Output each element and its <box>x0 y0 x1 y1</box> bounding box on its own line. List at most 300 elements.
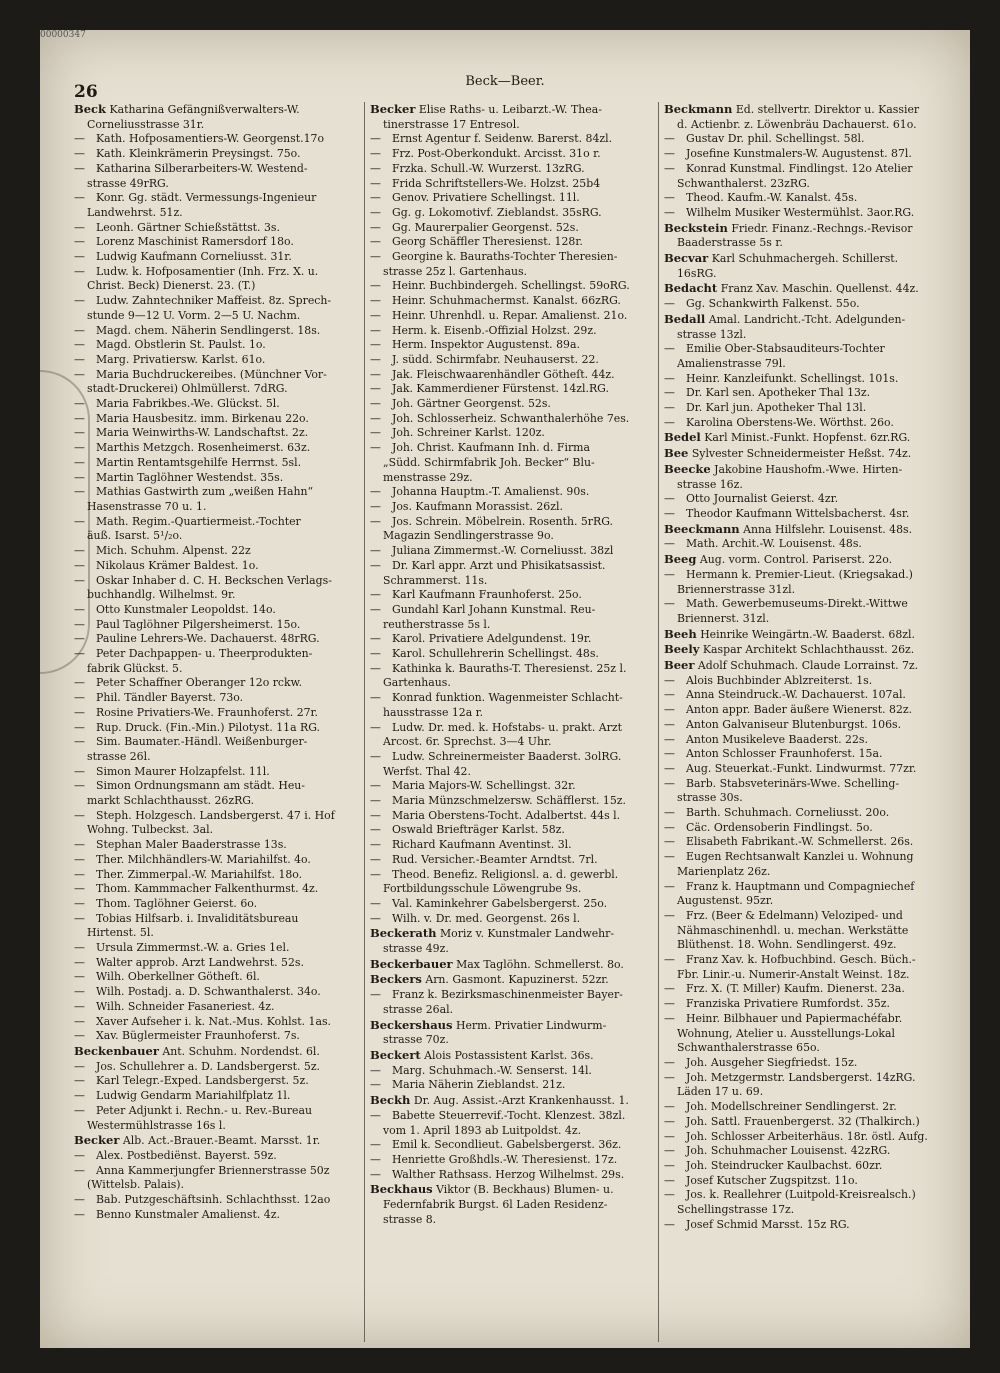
directory-entry <box>370 1018 647 1034</box>
entry-surname: Beckert <box>370 1048 421 1062</box>
ditto-dash: — <box>74 764 85 778</box>
entry-text: Elise Raths- u. Leibarzt.-W. Thea- <box>418 103 602 116</box>
directory-entry <box>664 568 949 583</box>
entry-text: Marthis Metzgch. Rosenheimerst. 63z. <box>96 441 311 455</box>
directory-entry <box>664 968 949 983</box>
ditto-dash: — <box>664 191 675 205</box>
directory-entry <box>74 118 356 133</box>
entry-text: Emil k. Secondlieut. Gabelsbergerst. 36z. <box>392 1138 622 1152</box>
entry-text: Gg. Maurerpalier Georgenst. 52s. <box>392 220 579 234</box>
ditto-dash: — <box>370 279 381 293</box>
directory-entry <box>370 206 647 221</box>
directory-entry <box>74 838 356 853</box>
entry-continuation: Gartenhaus. <box>383 676 451 690</box>
ditto-dash: — <box>370 338 381 352</box>
ditto-dash: — <box>664 1158 675 1172</box>
entry-text: Dr. Karl appr. Arzt und Phisikatsassist. <box>392 558 606 572</box>
ditto-dash: — <box>74 970 85 984</box>
ditto-dash: — <box>664 371 675 385</box>
directory-entry <box>370 500 647 515</box>
entry-text: Anna Steindruck.-W. Dachauerst. 107al. <box>686 688 906 702</box>
entry-continuation: Hirtenst. 5l. <box>87 926 154 940</box>
directory-entry <box>74 250 356 265</box>
entry-text: Math. Archit.-W. Louisenst. 48s. <box>686 537 862 551</box>
entry-text: Richard Kaufmann Aventinst. 3l. <box>392 838 572 852</box>
entry-text: Xaver Aufseher i. k. Nat.-Mus. Kohlst. 1as. <box>96 1014 331 1028</box>
entry-text: Karl Minist.-Funkt. Hopfenst. 6zr.RG. <box>704 431 911 445</box>
entry-continuation: Fortbildungsschule Löwengrube 9s. <box>383 882 582 896</box>
entry-continuation: „Südd. Schirmfabrik Joh. Becker“ Blu- <box>383 455 595 469</box>
directory-entry <box>74 1133 356 1149</box>
entry-text: Franziska Privatiere Rumfordst. 35z. <box>686 997 890 1011</box>
entry-text: Dr. Karl sen. Apotheker Thal 13z. <box>686 386 871 400</box>
directory-entry <box>664 1218 949 1233</box>
entry-text: Ursula Zimmermst.-W. a. Gries 1el. <box>96 941 290 955</box>
directory-entry <box>74 544 356 559</box>
entry-text: Phil. Tändler Bayerst. 73o. <box>96 691 244 705</box>
directory-entry <box>74 162 356 177</box>
directory-entry <box>74 426 356 441</box>
entry-continuation: vom 1. April 1893 ab Luitpoldst. 4z. <box>383 1123 582 1137</box>
entry-text: Ludw. k. Hofposamentier (Inh. Frz. X. u. <box>96 264 319 278</box>
entry-text: Heinrike Weingärtn.-W. Baaderst. 68zl. <box>700 627 915 641</box>
directory-entry <box>370 102 647 118</box>
entry-text: Nikolaus Krämer Baldest. 1o. <box>96 558 259 572</box>
ditto-dash: — <box>664 415 675 429</box>
directory-entry <box>74 985 356 1000</box>
entry-continuation: Nähmaschinenhdl. u. mechan. Werkstätte <box>677 923 909 937</box>
directory-entry <box>74 632 356 647</box>
entry-continuation: Briennerstrasse 31zl. <box>677 582 796 596</box>
ditto-dash: — <box>664 205 675 219</box>
entry-continuation: markt Schlachthausst. 26zRG. <box>87 794 255 808</box>
entry-continuation: strasse 49z. <box>383 942 449 956</box>
directory-entry <box>74 1029 356 1044</box>
directory-entry <box>664 297 949 312</box>
entry-text: Rosine Privatiers-We. Fraunhoferst. 27r. <box>96 705 319 719</box>
directory-entry <box>370 441 647 456</box>
directory-entry <box>370 294 647 309</box>
ditto-dash: — <box>74 367 85 381</box>
directory-entry <box>664 162 949 177</box>
entry-continuation: strasse 25z l. Gartenhaus. <box>383 264 528 278</box>
ditto-dash: — <box>74 1163 85 1177</box>
ditto-dash: — <box>664 688 675 702</box>
directory-entry <box>74 618 356 633</box>
ditto-dash: — <box>74 294 85 308</box>
entry-text: Max Taglöhn. Schmellerst. 8o. <box>456 957 624 971</box>
ditto-dash: — <box>370 1078 381 1092</box>
entry-text: Emilie Ober-Stabsauditeurs-Tochter <box>686 342 885 356</box>
entry-text: Friedr. Finanz.-Rechngs.-Revisor <box>731 221 913 235</box>
directory-entry <box>664 997 949 1012</box>
ditto-dash: — <box>370 514 381 528</box>
ditto-dash: — <box>664 1056 675 1069</box>
entry-continuation: Christ. Beck) Dienerst. 23. (T.) <box>87 279 256 293</box>
entry-text: Sim. Baumater.-Händl. Weißenburger- <box>96 735 308 749</box>
ditto-dash: — <box>370 250 381 264</box>
entry-continuation: strasse 26l. <box>87 749 151 763</box>
entry-text: Ludw. Dr. med. k. Hofstabs- u. prakt. Arzt <box>392 720 622 734</box>
entry-text: Ant. Schuhm. Nordendst. 6l. <box>162 1045 320 1058</box>
ditto-dash: — <box>370 485 381 499</box>
entry-text: Karol. Privatiere Adelgundenst. 19r. <box>392 632 592 646</box>
directory-entry <box>370 338 647 353</box>
directory-entry <box>664 281 949 297</box>
directory-entry <box>74 574 356 589</box>
entry-text: Joh. Sattl. Frauenbergerst. 32 (Thalkirch.) <box>686 1114 920 1128</box>
entry-text: Pauline Lehrers-We. Dachauerst. 48rRG. <box>96 632 320 646</box>
entry-continuation: Corneliusstrasse 31r. <box>87 117 205 131</box>
entry-text: Jakobine Haushofm.-Wwe. Hirten- <box>714 462 903 476</box>
directory-entry <box>370 265 647 280</box>
ditto-dash: — <box>664 820 675 834</box>
entry-text: Karolina Oberstens-We. Wörthst. 26o. <box>686 415 894 429</box>
directory-entry <box>664 328 949 343</box>
ditto-dash: — <box>370 161 381 175</box>
directory-entry <box>74 897 356 912</box>
entry-surname: Beckhaus <box>370 1182 433 1197</box>
directory-entry <box>370 250 647 265</box>
ditto-dash: — <box>74 147 85 161</box>
entry-text: Johanna Hauptm.-T. Amalienst. 90s. <box>392 485 590 499</box>
entry-text: Viktor (B. Beckhaus) Blumen- u. <box>436 1183 614 1197</box>
ditto-dash: — <box>74 397 85 411</box>
entry-text: Anton Galvaniseur Blutenburgst. 106s. <box>686 717 902 731</box>
directory-entry <box>74 412 356 427</box>
entry-text: Alex. Postbediënst. Bayerst. 59z. <box>96 1148 277 1162</box>
entry-text: Jak. Kammerdiener Fürstenst. 14zl.RG. <box>392 382 609 396</box>
entry-text: Josef Kutscher Zugspitzst. 11o. <box>686 1173 858 1187</box>
directory-entry <box>370 309 647 324</box>
directory-entry <box>74 691 356 706</box>
ditto-dash: — <box>664 567 675 581</box>
ditto-dash: — <box>664 908 675 922</box>
directory-entry <box>664 357 949 372</box>
directory-entry <box>74 941 356 956</box>
entry-text: Adolf Schuhmach. Claude Lorrainst. 7z. <box>697 659 919 673</box>
entry-continuation: Werfst. Thal 42. <box>383 764 471 778</box>
directory-entry <box>664 1056 949 1071</box>
entry-continuation: Läden 17 u. 69. <box>677 1085 764 1099</box>
ditto-dash: — <box>370 632 381 646</box>
directory-page <box>40 30 970 1348</box>
directory-entry <box>370 1048 647 1064</box>
entry-text: Walter approb. Arzt Landwehrst. 52s. <box>96 955 304 969</box>
entry-surname: Beckerath <box>370 926 437 941</box>
entry-text: Martin Taglöhner Westendst. 35s. <box>96 470 284 484</box>
entry-text: Jos. Kaufmann Morassist. 26zl. <box>392 499 563 513</box>
ditto-dash: — <box>74 338 85 352</box>
entry-text: Benno Kunstmaler Amalienst. 4z. <box>96 1207 280 1221</box>
entry-text: Barth. Schuhmach. Corneliusst. 20o. <box>686 806 890 820</box>
entry-continuation: strasse 8. <box>383 1212 437 1226</box>
directory-entry <box>74 500 356 515</box>
directory-entry <box>370 588 647 603</box>
entry-continuation: stadt-Druckerei) Ohlmüllerst. 7dRG. <box>87 382 288 396</box>
entry-text: Ed. stellvertr. Direktor u. Kassier <box>735 103 920 116</box>
entry-text: Moriz v. Kunstmaler Landwehr- <box>439 927 615 941</box>
directory-entry <box>370 779 647 794</box>
ditto-dash: — <box>370 147 381 161</box>
directory-entry <box>74 794 356 809</box>
ditto-dash: — <box>664 850 675 864</box>
directory-entry <box>370 279 647 294</box>
ditto-dash: — <box>74 1029 85 1043</box>
directory-entry <box>664 658 949 674</box>
ditto-dash: — <box>74 514 85 528</box>
directory-entry <box>370 147 647 162</box>
directory-entry <box>664 1203 949 1218</box>
entry-text: Henriette Großhdls.-W. Theresienst. 17z. <box>392 1152 618 1166</box>
entry-continuation: Schellingstrasse 17z. <box>677 1203 795 1217</box>
directory-entry <box>664 462 949 478</box>
entry-text: Xav. Büglermeister Fraunhoferst. 7s. <box>96 1029 300 1043</box>
ditto-dash: — <box>664 732 675 746</box>
directory-entry <box>370 706 647 721</box>
directory-entry <box>664 221 949 237</box>
entry-text: Lorenz Maschinist Ramersdorf 18o. <box>96 235 294 249</box>
ditto-dash: — <box>370 176 381 190</box>
ditto-dash: — <box>664 342 675 356</box>
entry-text: Leonh. Gärtner Schießstättst. 3s. <box>96 220 280 234</box>
entry-text: Maria Weinwirths-W. Landschaftst. 2z. <box>96 426 309 440</box>
ditto-dash: — <box>370 1167 381 1181</box>
entry-text: Thom. Kammmacher Falkenthurmst. 4z. <box>96 882 319 896</box>
directory-entry <box>74 338 356 353</box>
entry-text: Heinr. Kanzleifunkt. Schellingst. 101s. <box>686 371 899 385</box>
ditto-dash: — <box>74 941 85 955</box>
ditto-dash: — <box>664 776 675 790</box>
ditto-dash: — <box>664 703 675 717</box>
directory-entry <box>664 835 949 850</box>
entry-surname: Beckers <box>370 972 422 987</box>
directory-entry <box>74 662 356 677</box>
directory-entry <box>370 809 647 824</box>
entry-text: Simon Maurer Holzapfelst. 11l. <box>96 764 270 778</box>
entry-continuation: d. Actienbr. z. Löwenbräu Dachauerst. 61o. <box>677 117 917 131</box>
entry-text: Marg. Schuhmach.-W. Senserst. 14l. <box>392 1063 592 1077</box>
directory-entry <box>74 353 356 368</box>
entry-text: Paul Taglöhner Pilgersheimerst. 15o. <box>96 617 301 631</box>
ditto-dash: — <box>664 1217 675 1231</box>
directory-entry <box>74 177 356 192</box>
ditto-dash: — <box>370 323 381 337</box>
ditto-dash: — <box>664 1114 675 1128</box>
entry-text: Peter Schaffner Oberanger 12o rckw. <box>96 676 303 690</box>
ditto-dash: — <box>74 955 85 969</box>
entry-text: Martin Rentamtsgehilfe Herrnst. 5sl. <box>96 455 302 469</box>
directory-entry <box>74 279 356 294</box>
entry-continuation: Blüthenst. 18. Wohn. Sendlingerst. 49z. <box>677 938 897 952</box>
entry-surname: Becvar <box>664 251 709 266</box>
ditto-dash: — <box>664 761 675 775</box>
entry-text: Jos. Schrein. Möbelrein. Rosenth. 5rRG. <box>392 514 613 528</box>
entry-text: Rud. Versicher.-Beamter Arndtst. 7rl. <box>392 852 598 866</box>
directory-entry <box>370 412 647 427</box>
entry-text: Joh. Schlosserheiz. Schwanthalerhöhe 7es. <box>392 411 630 425</box>
entry-text: Val. Kaminkehrer Gabelsbergerst. 25o. <box>392 896 608 910</box>
directory-entry <box>664 372 949 387</box>
directory-entry <box>370 1213 647 1228</box>
entry-text: Joh. Steindrucker Kaulbachst. 60zr. <box>686 1158 883 1172</box>
directory-entry <box>74 1044 356 1060</box>
ditto-dash: — <box>74 220 85 234</box>
directory-entry <box>370 162 647 177</box>
ditto-dash: — <box>74 264 85 278</box>
directory-entry <box>74 882 356 897</box>
entry-text: Joh. Gärtner Georgenst. 52s. <box>392 397 551 411</box>
entry-surname: Beeh <box>664 626 697 641</box>
ditto-dash: — <box>370 499 381 513</box>
ditto-dash: — <box>664 1129 675 1143</box>
ditto-dash: — <box>74 779 85 793</box>
ditto-dash: — <box>74 852 85 866</box>
directory-entry <box>664 537 949 552</box>
entry-text: Franz Xav. Maschin. Quellenst. 44z. <box>720 282 919 296</box>
entry-text: Ludwig Gendarm Mariahilfplatz 1l. <box>96 1089 291 1103</box>
entry-surname: Beeckmann <box>664 521 740 536</box>
directory-entry <box>664 1115 949 1130</box>
entry-text: Hermann k. Premier-Lieut. (Kriegsakad.) <box>686 567 913 581</box>
directory-entry <box>74 529 356 544</box>
directory-entry <box>74 779 356 794</box>
entry-text: Mich. Schuhm. Alpenst. 22z <box>96 544 251 558</box>
directory-entry <box>664 880 949 895</box>
running-head: Beck—Beer. <box>465 74 545 89</box>
directory-entry <box>74 926 356 941</box>
directory-entry <box>370 853 647 868</box>
entry-text: Ther. Milchhändlers-W. Mariahilfst. 4o. <box>96 852 311 866</box>
entry-text: Theodor Kaufmann Wittelsbacherst. 4sr. <box>686 506 910 520</box>
ditto-dash: — <box>370 988 381 1002</box>
directory-entry <box>74 265 356 280</box>
entry-text: Karl Telegr.-Exped. Landsbergerst. 5z. <box>96 1074 309 1088</box>
entry-continuation: 16sRG. <box>677 266 717 280</box>
directory-entry <box>74 809 356 824</box>
column-1 <box>74 102 356 1342</box>
directory-entry <box>370 177 647 192</box>
entry-text: Maria Münzschmelzersw. Schäfflerst. 15z. <box>392 794 626 808</box>
ditto-dash: — <box>664 1011 675 1025</box>
directory-entry <box>664 236 949 251</box>
directory-entry <box>74 706 356 721</box>
directory-entry <box>664 251 949 267</box>
ditto-dash: — <box>370 191 381 205</box>
ditto-dash: — <box>370 1063 381 1077</box>
entry-text: Konrad Kunstmal. Findlingst. 12o Atelier <box>686 161 913 175</box>
directory-entry <box>664 747 949 762</box>
ditto-dash: — <box>74 485 85 499</box>
directory-entry <box>370 1153 647 1168</box>
directory-entry <box>74 1208 356 1223</box>
directory-entry <box>74 1193 356 1208</box>
directory-entry <box>664 821 949 836</box>
ditto-dash: — <box>664 1100 675 1114</box>
entry-text: Amal. Landricht.-Tcht. Adelgunden- <box>708 312 906 326</box>
entry-continuation: buchhandlg. Wilhelmst. 9r. <box>87 588 236 602</box>
directory-entry <box>74 221 356 236</box>
ditto-dash: — <box>74 647 85 661</box>
entry-text: Tobias Hilfsarb. i. Invaliditätsbureau <box>96 911 299 925</box>
ditto-dash: — <box>370 779 381 793</box>
entry-text: Math. Gewerbemuseums-Direkt.-Wittwe <box>686 597 908 611</box>
directory-entry <box>74 853 356 868</box>
entry-text: Maria Majors-W. Schellingst. 32r. <box>392 779 576 793</box>
directory-entry <box>370 676 647 691</box>
entry-text: Barb. Stabsveterinärs-Wwe. Schelling- <box>686 776 899 790</box>
entry-text: Oswald Briefträger Karlst. 58z. <box>392 823 565 837</box>
entry-text: Josef Schmid Marsst. 15z RG. <box>686 1217 850 1231</box>
entry-continuation: stunde 9—12 U. Vorm. 2—5 U. Nachm. <box>87 308 301 322</box>
directory-entry <box>74 676 356 691</box>
ditto-dash: — <box>370 602 381 616</box>
entry-text: Alb. Act.-Brauer.-Beamt. Marsst. 1r. <box>122 1134 321 1148</box>
directory-entry <box>370 988 647 1003</box>
entry-text: Maria Buchdruckereibes. (Münchner Vor- <box>96 367 327 381</box>
column-2 <box>364 102 647 1342</box>
entry-text: Stephan Maler Baaderstrasse 13s. <box>96 838 287 852</box>
directory-entry <box>74 309 356 324</box>
ditto-dash: — <box>370 1108 381 1122</box>
entry-text: Theod. Benefiz. Religionsl. a. d. gewerbl. <box>392 867 619 881</box>
directory-entry <box>370 529 647 544</box>
directory-entry <box>664 953 949 968</box>
entry-surname: Beely <box>664 642 700 657</box>
directory-entry <box>370 485 647 500</box>
ditto-dash: — <box>370 294 381 308</box>
directory-entry <box>664 267 949 282</box>
ditto-dash: — <box>370 823 381 837</box>
directory-entry <box>370 647 647 662</box>
ditto-dash: — <box>370 205 381 219</box>
directory-entry <box>370 574 647 589</box>
ditto-dash: — <box>74 573 85 587</box>
entry-text: Heinr. Buchbindergeh. Schellingst. 59oRG. <box>392 279 630 293</box>
ditto-dash: — <box>74 455 85 469</box>
entry-surname: Beckenbauer <box>74 1044 159 1058</box>
directory-entry <box>370 926 647 942</box>
ditto-dash: — <box>74 411 85 425</box>
ditto-dash: — <box>74 676 85 690</box>
ditto-dash: — <box>74 617 85 631</box>
entry-text: Kath. Kleinkrämerin Preysingst. 75o. <box>96 147 301 161</box>
entry-text: Maria Näherin Zieblandst. 21z. <box>392 1078 566 1092</box>
entry-surname: Bedacht <box>664 281 718 296</box>
ditto-dash: — <box>664 806 675 820</box>
entry-continuation: Baaderstrasse 5s r. <box>677 236 783 250</box>
entry-text: Aug. Steuerkat.-Funkt. Lindwurmst. 77zr. <box>686 761 917 775</box>
entry-text: Joh. Schlosser Arbeiterhäus. 18r. östl. Aufg. <box>686 1129 928 1143</box>
entry-continuation: Schwanthalerstrasse 65o. <box>677 1041 820 1055</box>
entry-text: Marg. Privatiersw. Karlst. 61o. <box>96 352 266 366</box>
directory-entry <box>664 642 949 658</box>
directory-entry <box>664 909 949 924</box>
directory-entry <box>664 1071 949 1086</box>
directory-entry <box>664 674 949 689</box>
ditto-dash: — <box>664 297 675 311</box>
directory-entry <box>664 1100 949 1115</box>
entry-continuation: äuß. Isarst. 5¹/₂o. <box>87 529 183 543</box>
directory-entry <box>664 492 949 507</box>
directory-entry <box>664 733 949 748</box>
ditto-dash: — <box>74 896 85 910</box>
entry-text: Magd. chem. Näherin Sendlingerst. 18s. <box>96 323 321 337</box>
ditto-dash: — <box>74 426 85 440</box>
ditto-dash: — <box>664 879 675 893</box>
entry-text: Georg Schäffler Theresienst. 128r. <box>392 235 583 249</box>
entry-text: Gg. g. Lokomotivf. Zieblandst. 35sRG. <box>392 205 602 219</box>
